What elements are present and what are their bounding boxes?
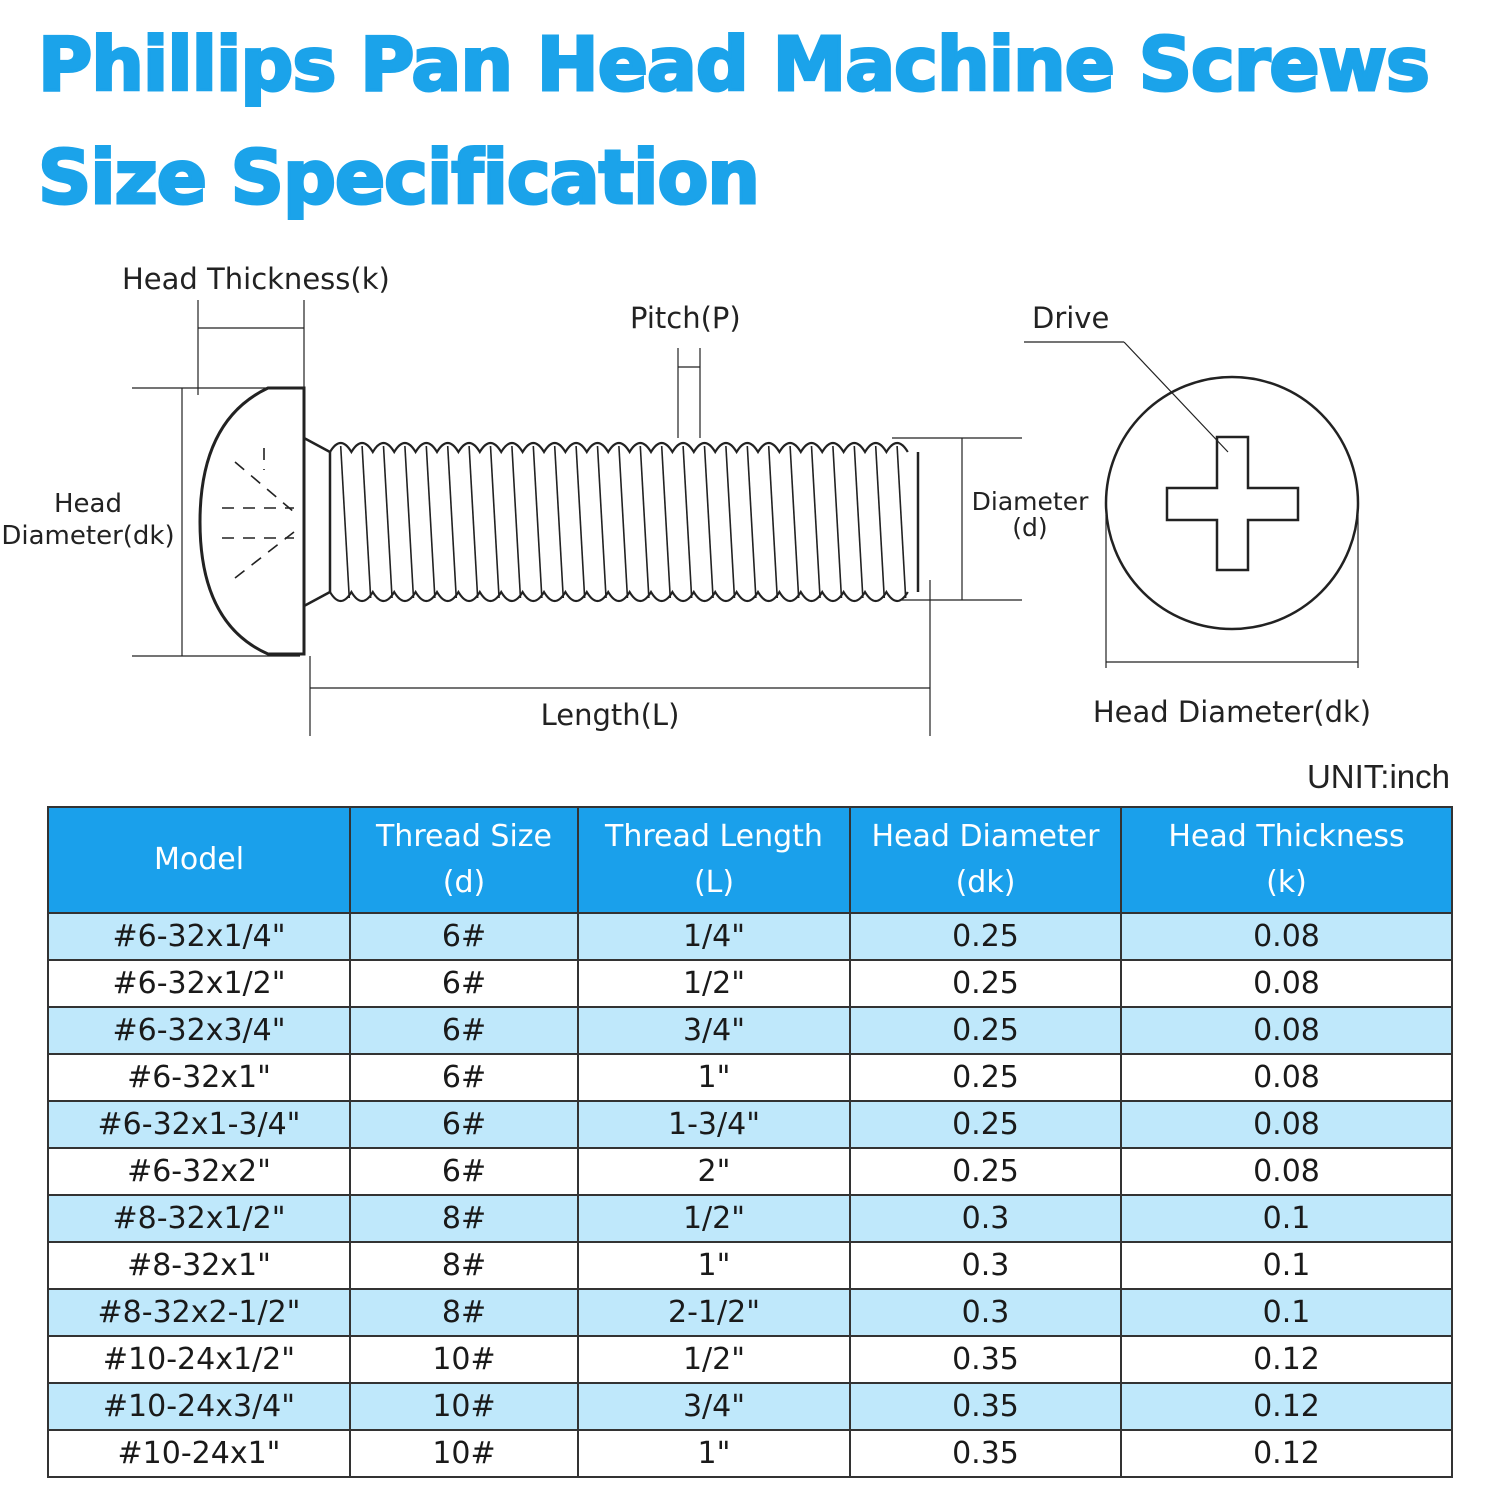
table-cell: 0.08 [1121,1054,1452,1101]
table-cell: 3/4" [578,1007,850,1054]
table-cell: 0.1 [1121,1289,1452,1336]
table-cell: #6-32x1/4" [48,913,350,960]
column-header-symbol: (L) [693,865,735,900]
diameter-symbol-label: (d) [1012,513,1048,542]
table-cell: 6# [350,1101,578,1148]
table-cell: #8-32x1/2" [48,1195,350,1242]
table-cell: 0.12 [1121,1383,1452,1430]
table-cell: 1/2" [578,1336,850,1383]
table-cell: #6-32x2" [48,1148,350,1195]
table-row [48,1195,1452,1242]
column-header [578,807,850,913]
table-cell: 0.3 [850,1195,1121,1242]
head-diameter-side-label: Diameter(dk) [1,521,175,551]
table-cell: 0.25 [850,1054,1121,1101]
table-row [48,1148,1452,1195]
table-cell: 1" [578,1242,850,1289]
table-cell: 1-3/4" [578,1101,850,1148]
table-cell: 0.08 [1121,1101,1452,1148]
phillips-cross-drive-icon [1106,377,1358,629]
column-header [350,807,578,913]
table-row [48,913,1452,960]
table-cell: 2" [578,1148,850,1195]
column-header-label: Head Thickness [1168,819,1405,854]
table-row [48,1336,1452,1383]
column-header-label: Head Diameter [871,819,1100,854]
table-body [48,913,1452,1477]
table-cell: 8# [350,1289,578,1336]
column-header [1121,807,1452,913]
table-row [48,960,1452,1007]
table-cell: 6# [350,913,578,960]
table-cell: 0.3 [850,1242,1121,1289]
unit-label: UNIT:inch [1306,758,1450,795]
drive-label: Drive [1032,301,1110,335]
table-cell: 2-1/2" [578,1289,850,1336]
table-cell: 0.25 [850,1148,1121,1195]
table-row [48,1289,1452,1336]
column-header-label: Thread Length [605,819,823,854]
page-title: Phillips Pan Head Machine Screws [38,22,1429,108]
table-cell: 0.25 [850,960,1121,1007]
table-cell: #6-32x1" [48,1054,350,1101]
table-cell: 1/4" [578,913,850,960]
table-row [48,1054,1452,1101]
head-diameter-top-label: Head Diameter(dk) [1092,695,1372,729]
diameter-label: Diameter [971,487,1089,516]
spec-table [47,806,1453,1478]
table-cell: 6# [350,1007,578,1054]
table-cell: 8# [350,1195,578,1242]
length-label: Length(L) [540,698,680,732]
table-cell: #10-24x1/2" [48,1336,350,1383]
table-cell: 0.3 [850,1289,1121,1336]
table-cell: 10# [350,1383,578,1430]
table-row [48,1242,1452,1289]
table-cell: 0.25 [850,1101,1121,1148]
table-cell: #6-32x3/4" [48,1007,350,1054]
table-cell: 10# [350,1430,578,1477]
table-cell: 6# [350,1148,578,1195]
table-row [48,1430,1452,1477]
column-header-symbol: (dk) [955,865,1016,900]
table-cell: 0.12 [1121,1336,1452,1383]
table-cell: 3/4" [578,1383,850,1430]
screw-side-view-icon [200,388,918,654]
table-cell: 8# [350,1242,578,1289]
column-header-label: Model [153,842,245,877]
table-cell: 0.35 [850,1336,1121,1383]
table-header-row [48,807,1452,913]
table-cell: 1/2" [578,960,850,1007]
table-cell: #8-32x1" [48,1242,350,1289]
table-cell: 0.35 [850,1383,1121,1430]
table-cell: 0.25 [850,1007,1121,1054]
table-row [48,1007,1452,1054]
column-header-symbol: (d) [442,865,486,900]
page-subtitle: Size Specification [38,135,759,221]
table-cell: #10-24x3/4" [48,1383,350,1430]
table-cell: 0.08 [1121,1007,1452,1054]
table-cell: 10# [350,1336,578,1383]
table-cell: 0.1 [1121,1195,1452,1242]
table-row [48,1383,1452,1430]
table-cell: #8-32x2-1/2" [48,1289,350,1336]
table-row [48,1101,1452,1148]
table-cell: 0.08 [1121,913,1452,960]
table-cell: 6# [350,960,578,1007]
column-header-label: Thread Size [375,819,552,854]
head-thickness-label: Head Thickness(k) [122,262,390,296]
table-cell: 0.25 [850,913,1121,960]
table-cell: 0.1 [1121,1242,1452,1289]
table-cell: 1/2" [578,1195,850,1242]
screw-diagram [0,250,1500,750]
table-cell: 1" [578,1054,850,1101]
column-header [850,807,1121,913]
table-cell: 0.08 [1121,960,1452,1007]
table-cell: #6-32x1-3/4" [48,1101,350,1148]
table-cell: 0.12 [1121,1430,1452,1477]
table-cell: #6-32x1/2" [48,960,350,1007]
pitch-label: Pitch(P) [630,301,741,335]
column-header [48,807,350,913]
head-label: Head [54,489,122,519]
column-header-symbol: (k) [1266,865,1307,900]
table-cell: 0.35 [850,1430,1121,1477]
table-cell: 6# [350,1054,578,1101]
table-cell: #10-24x1" [48,1430,350,1477]
table-cell: 1" [578,1430,850,1477]
table-cell: 0.08 [1121,1148,1452,1195]
